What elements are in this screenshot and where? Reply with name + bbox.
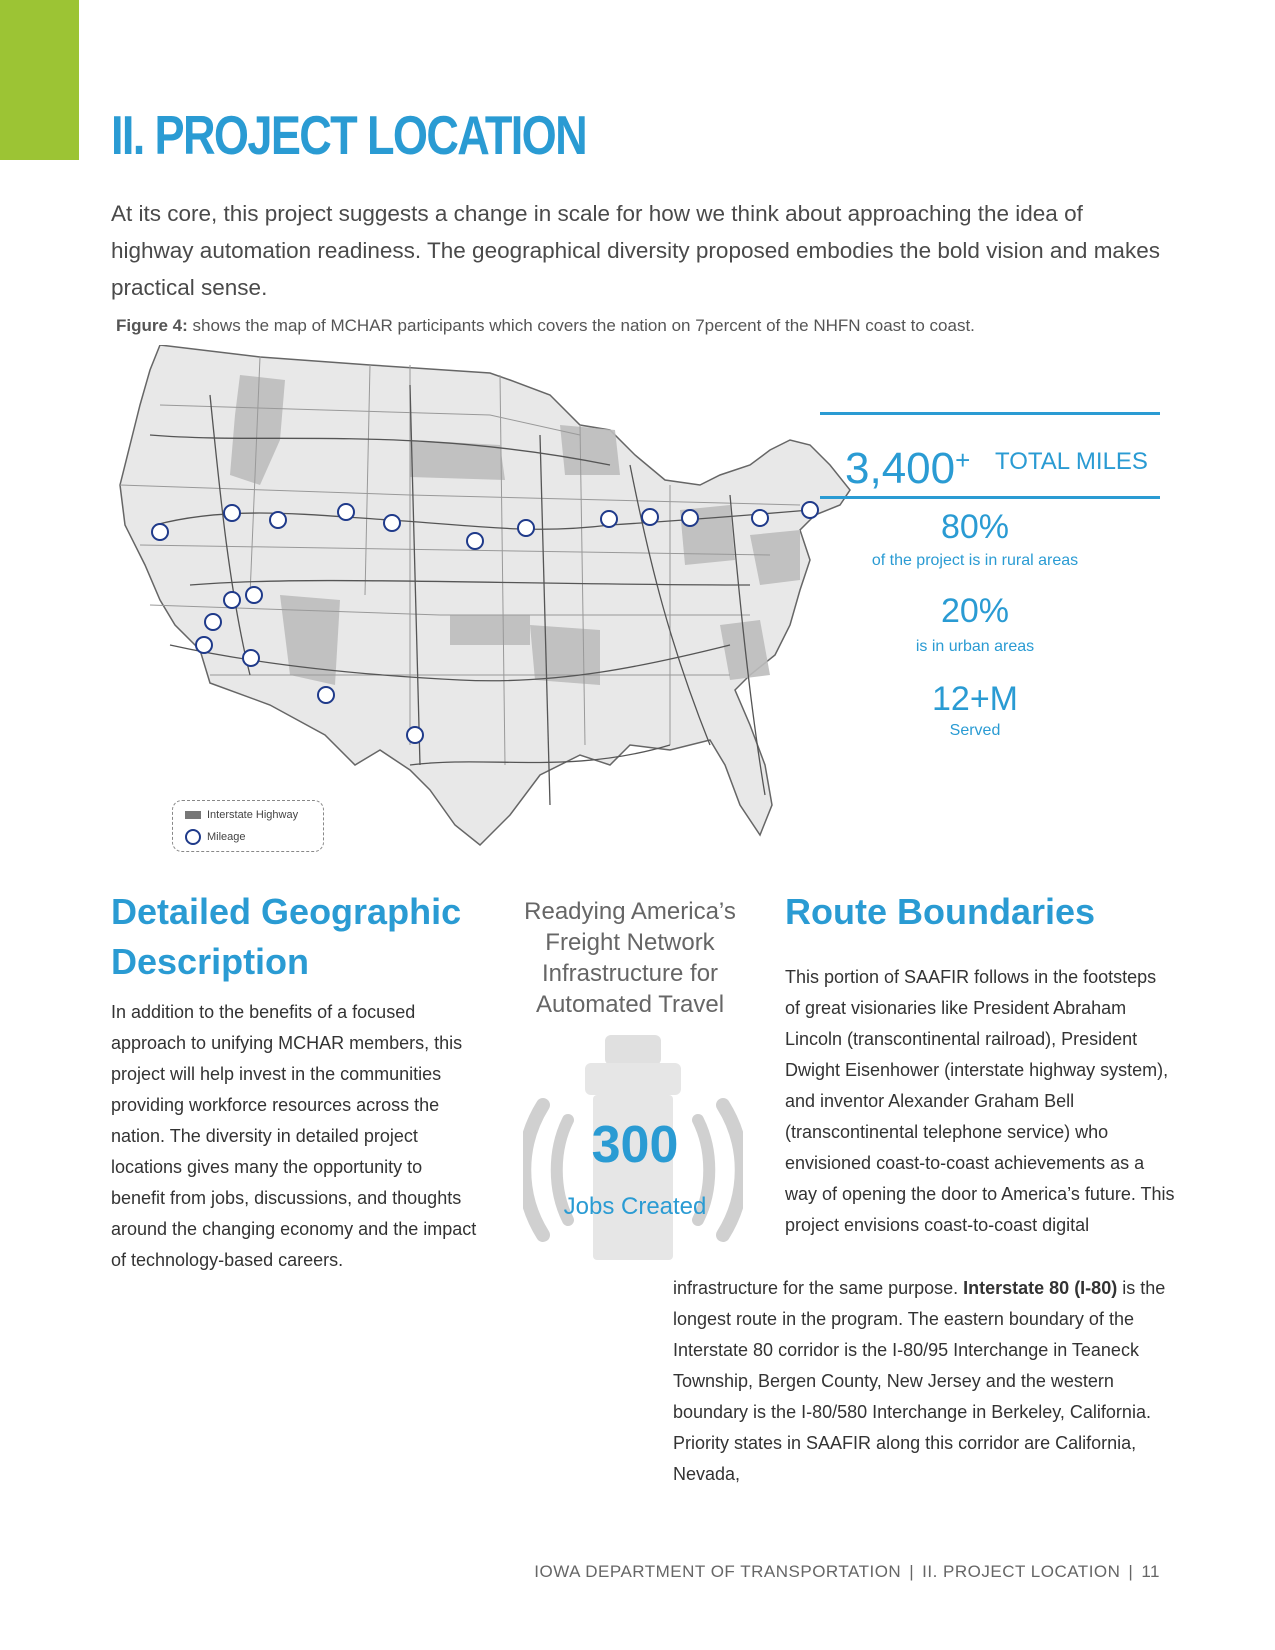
figure-caption (116, 316, 975, 336)
figure-label: Figure 4: (116, 316, 188, 335)
route-marker (243, 650, 259, 666)
legend-highway (185, 809, 298, 821)
intro-paragraph: At its core, this project suggests a change in scale for how we think about approaching the idea of highway automation readiness. The geographical diversity proposed embodies the bold vision and makes practical sense. (111, 201, 1160, 300)
route-marker (318, 687, 334, 703)
route-marker (601, 511, 617, 527)
legend-mileage (185, 829, 246, 845)
map-legend (172, 800, 324, 852)
served-label: Served (949, 722, 1001, 739)
route-marker (752, 510, 768, 526)
route-marker (467, 533, 483, 549)
mileage-marker-icon (185, 829, 201, 845)
figure-caption-text: shows the map of MCHAR participants which covers the nation on 7percent of the NHFN coast to coast. (187, 316, 975, 335)
served-number: 12+M (932, 680, 1018, 718)
jobs-label: Jobs Created (563, 1193, 707, 1220)
legend-highway-label: Interstate Highway (207, 809, 299, 821)
urban-label: is in urban areas (915, 638, 1035, 655)
route-body-part1: This portion of SAAFIR follows in the footsteps of great visionaries like President Abraham Lincoln (transcontinental railroad), President Dwight Eisenhower (interstate highway system), and inventor Alexander Graham Bell (transcontinental telephone service) who envisioned coast-to-coast achievements as a way of opening the door to America’s future. This project envisions coast-to-coast digital (785, 967, 1175, 1235)
route-marker (384, 515, 400, 531)
route-heading: Route Boundaries (785, 891, 1096, 932)
total-miles-number (845, 444, 970, 494)
route-marker (642, 509, 658, 525)
jobs-number: 300 (591, 1116, 679, 1174)
page-footer (534, 1562, 1160, 1582)
center-heading: Readying America’s Freight Network Infrastructure for Automated Travel (524, 898, 736, 1018)
footer-separator: | (909, 1562, 915, 1581)
route-body-pre: infrastructure for the same purpose. (673, 1278, 964, 1298)
stats-bottom-rule (820, 496, 1160, 499)
route-marker (270, 512, 286, 528)
total-miles-label: TOTAL MILES (995, 448, 1148, 475)
highway-swatch (185, 811, 201, 819)
legend-mileage-label: Mileage (207, 830, 246, 843)
stats-top-rule (820, 412, 1160, 415)
route-marker (246, 587, 262, 603)
geo-heading: Detailed Geographic Description (111, 891, 462, 982)
route-marker (152, 524, 168, 540)
geo-body: In addition to the benefits of a focused approach to unifying MCHAR members, this project will help invest in the communities providing workforce resources across the nation. The diversity in detailed project locations gives many the opportunity to benefit from jobs, discussions, and thoughts around the changing economy and the impact of technology-based careers. (111, 1002, 477, 1270)
route-marker (224, 505, 240, 521)
route-marker (338, 504, 354, 520)
route-marker (205, 614, 221, 630)
route-marker (518, 520, 534, 536)
total-miles-plus: + (955, 445, 971, 475)
section-title: II. PROJECT LOCATION (111, 104, 587, 166)
route-marker (196, 637, 212, 653)
rural-label: of the project is in rural areas (871, 552, 1079, 569)
rural-percent: 80% (940, 508, 1010, 546)
route-marker (224, 592, 240, 608)
route-marker (682, 510, 698, 526)
footer-org: IOWA DEPARTMENT OF TRANSPORTATION (534, 1562, 902, 1581)
route-body-post: is the longest route in the program. The eastern boundary of the Interstate 80 corridor is the I-80/95 Interchange in Teaneck Township, Bergen County, New Jersey and the western boundary is the I-80/580 Interchange in Berkeley, California. Priority states in SAAFIR along this corridor are California, Nevada, (673, 1278, 1166, 1484)
footer-separator: | (1128, 1562, 1134, 1581)
urban-percent: 20% (940, 592, 1010, 630)
footer-section: II. PROJECT LOCATION (922, 1562, 1121, 1581)
route-body-bold: Interstate 80 (I-80) (963, 1278, 1118, 1298)
accent-bar (0, 0, 79, 160)
route-body-part2 (673, 1273, 1173, 1490)
page-number: 11 (1141, 1562, 1160, 1581)
total-miles-value: 3,400 (845, 444, 956, 493)
route-marker (407, 727, 423, 743)
